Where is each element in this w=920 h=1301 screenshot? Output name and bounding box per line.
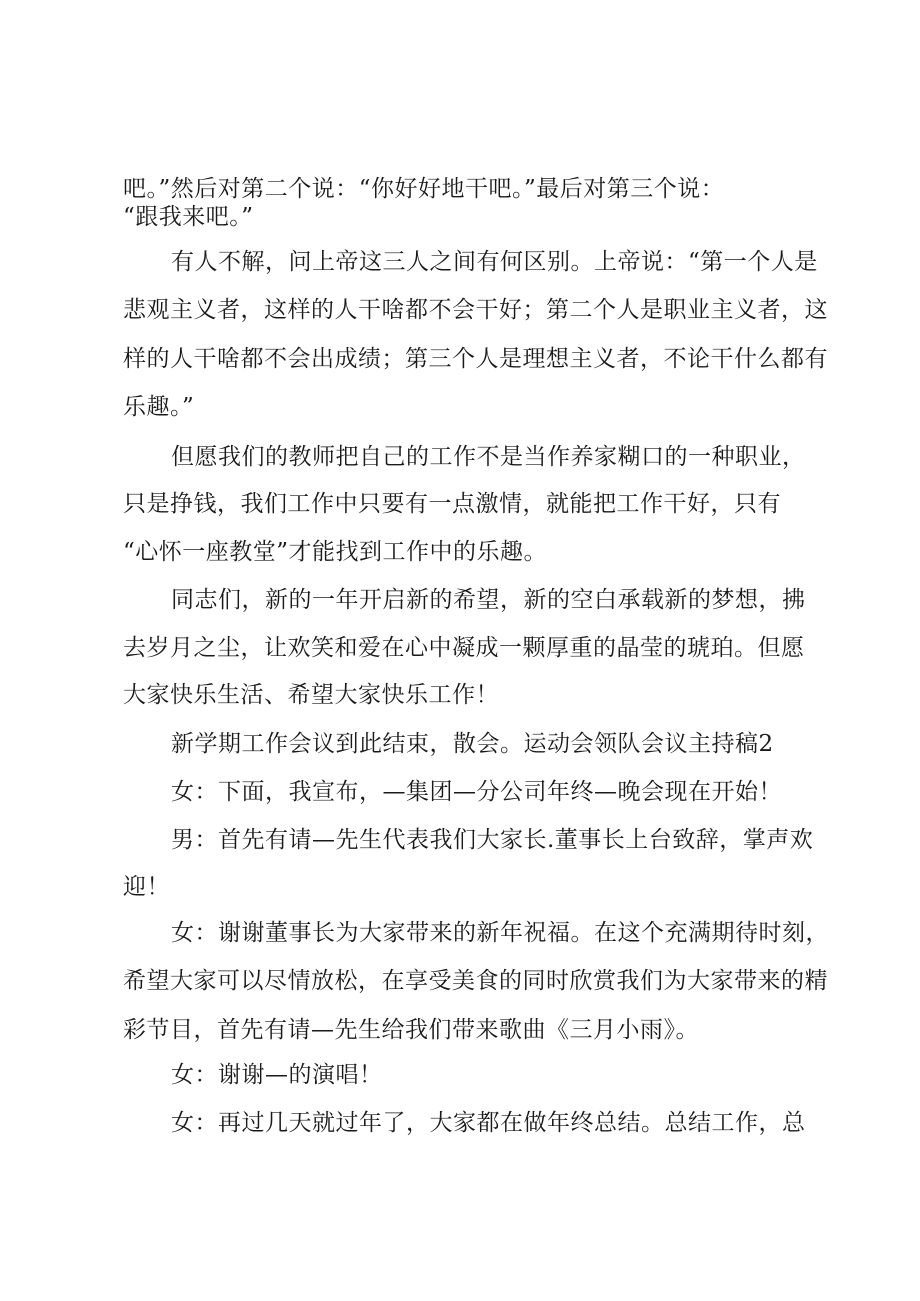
text-line: 去岁月之尘，让欢笑和爱在心中凝成一颗厚重的晶莹的琥珀。但愿 (123, 635, 805, 661)
text-line: 但愿我们的教师把自己的工作不是当作养家糊口的一种职业， (171, 444, 806, 470)
text-line: 迎！ (123, 874, 170, 900)
text-line: “跟我来吧。” (123, 204, 254, 230)
text-line: 女：下面，我宣布，—集团—分公司年终—晚会现在开始！ (171, 779, 782, 805)
text-line: 吧。”然后对第二个说：“你好好地干吧。”最后对第三个说： (123, 176, 725, 202)
text-line: 悲观主义者，这样的人干啥都不会干好；第二个人是职业主义者，这 (123, 297, 828, 323)
text-line: 女：再过几天就过年了，大家都在做年终总结。总结工作，总 (171, 1110, 806, 1136)
text-line: 只是挣钱，我们工作中只要有一点激情，就能把工作干好，只有 (123, 491, 781, 517)
text-line: 同志们，新的一年开启新的希望，新的空白承载新的梦想，拂 (171, 587, 806, 613)
text-line: 样的人干啥都不会出成绩；第三个人是理想主义者，不论干什么都有 (123, 346, 828, 372)
text-line: 大家快乐生活、希望大家快乐工作！ (123, 682, 499, 708)
text-line: 女：谢谢董事长为大家带来的新年祝福。在这个充满期待时刻， (171, 920, 829, 946)
text-line: 男：首先有请—先生代表我们大家长.董事长上台致辞，掌声欢 (171, 827, 814, 853)
text-line: “心怀一座教堂”才能找到工作中的乐趣。 (123, 539, 548, 565)
text-line: 新学期工作会议到此结束，散会。运动会领队会议主持稿2 (171, 731, 774, 757)
text-line: 有人不解，问上帝这三人之间有何区别。上帝说：“第一个人是 (171, 249, 818, 275)
text-line: 乐趣。” (123, 394, 195, 420)
text-line: 彩节目，首先有请—先生给我们带来歌曲《三月小雨》。 (123, 1017, 699, 1043)
text-line: 希望大家可以尽情放松，在享受美食的同时欣赏我们为大家带来的精 (123, 968, 828, 994)
text-line: 女：谢谢—的演唱！ (171, 1062, 383, 1088)
